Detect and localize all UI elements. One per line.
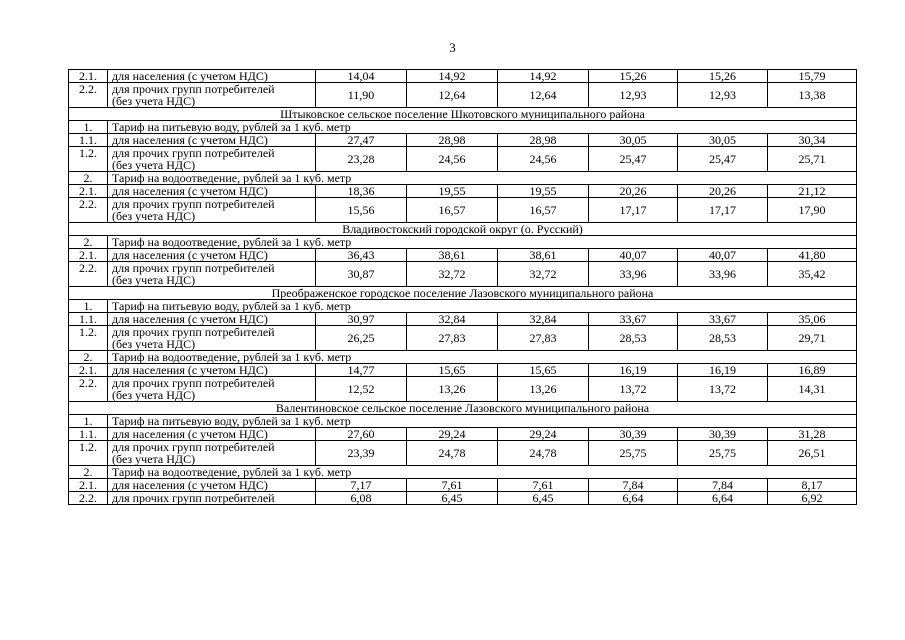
tariff-value: 13,72 [589,377,678,402]
tariff-value: 27,47 [316,134,407,147]
tariff-value: 25,47 [589,147,678,172]
row-label [108,441,316,466]
tariff-value: 14,77 [316,364,407,377]
tariff-value: 32,72 [407,262,498,287]
section-row [69,287,857,300]
tariff-header-row [69,415,857,428]
tariff-title: Тариф на водоотведение, рублей за 1 куб. метр [108,236,857,249]
tariff-value: 27,83 [407,326,498,351]
row-number: 2.1. [69,249,108,262]
tariff-value: 14,92 [407,70,498,83]
tariff-value: 27,60 [316,428,407,441]
tariff-value: 31,28 [768,428,857,441]
tariff-value: 16,19 [678,364,768,377]
tariff-value: 30,34 [768,134,857,147]
tariff-title: Тариф на водоотведение, рублей за 1 куб. метр [108,466,857,479]
row-number: 2.2. [69,377,108,402]
tariff-value: 33,67 [678,313,768,326]
row-label-line-1: для прочих групп потребителей [112,146,275,160]
row-number: 2. [69,466,108,479]
tariff-value: 15,26 [589,70,678,83]
row-label-line-2: (без учета НДС) [112,94,196,108]
tariff-value: 25,75 [589,441,678,466]
table-row [69,262,857,287]
tariff-value: 7,17 [316,479,407,492]
row-label-line-2: (без учета НДС) [112,158,196,172]
tariff-header-row [69,236,857,249]
row-label-line-2: (без учета НДС) [112,388,196,402]
table-row [69,185,857,198]
tariff-value: 20,26 [589,185,678,198]
page-number: 3 [449,40,456,55]
tariff-value: 17,90 [768,198,857,223]
row-label-line-2: (без учета НДС) [112,209,196,223]
row-number: 1.1. [69,428,108,441]
tariff-value: 23,39 [316,441,407,466]
table-row [69,198,857,223]
row-label-line-2: (без учета НДС) [112,337,196,351]
tariff-value: 15,26 [678,70,768,83]
tariff-value: 25,71 [768,147,857,172]
row-label: для населения (с учетом НДС) [108,428,316,441]
tariff-value: 6,64 [678,492,768,505]
row-number: 2.2. [69,492,108,505]
tariff-value: 30,39 [678,428,768,441]
tariff-value: 28,53 [589,326,678,351]
row-number: 1. [69,415,108,428]
section-row [69,108,857,121]
tariff-value: 29,71 [768,326,857,351]
row-label [108,326,316,351]
tariff-value: 7,61 [407,479,498,492]
section-row [69,223,857,236]
tariff-value: 24,56 [498,147,589,172]
tariff-value: 36,43 [316,249,407,262]
table-row [69,249,857,262]
tariff-value: 6,92 [768,492,857,505]
tariff-value: 23,28 [316,147,407,172]
tariff-title: Тариф на питьевую воду, рублей за 1 куб. метр [108,300,857,313]
row-number: 2. [69,236,108,249]
tariff-value: 6,45 [498,492,589,505]
row-label: для населения (с учетом НДС) [108,70,316,83]
tariff-header-row [69,172,857,185]
tariff-value: 35,06 [768,313,857,326]
table-row [69,134,857,147]
tariff-value: 12,64 [407,83,498,108]
tariff-value: 38,61 [498,249,589,262]
table-row [69,83,857,108]
tariff-value: 29,24 [407,428,498,441]
table-row [69,364,857,377]
tariff-table [68,69,857,505]
row-number: 2.1. [69,185,108,198]
tariff-value: 26,51 [768,441,857,466]
tariff-value: 15,65 [407,364,498,377]
tariff-value: 29,24 [498,428,589,441]
tariff-value: 26,25 [316,326,407,351]
row-number: 1.2. [69,147,108,172]
tariff-value: 30,87 [316,262,407,287]
tariff-value: 13,26 [407,377,498,402]
table-row [69,70,857,83]
tariff-value: 13,26 [498,377,589,402]
section-title: Штыковское сельское поселение Шкотовского муниципального района [69,108,857,121]
row-number: 1.2. [69,441,108,466]
table-row [69,147,857,172]
tariff-value: 14,92 [498,70,589,83]
tariff-value: 13,72 [678,377,768,402]
table-row [69,428,857,441]
tariff-value: 33,67 [589,313,678,326]
tariff-header-row [69,466,857,479]
row-label-line-2: (без учета НДС) [112,452,196,466]
row-number: 1.1. [69,313,108,326]
row-number: 2.2. [69,198,108,223]
tariff-value: 15,79 [768,70,857,83]
section-row [69,402,857,415]
table-row [69,479,857,492]
tariff-value: 32,72 [498,262,589,287]
row-number: 2. [69,351,108,364]
tariff-value: 30,39 [589,428,678,441]
row-label [108,83,316,108]
tariff-value: 12,52 [316,377,407,402]
row-number: 2.2. [69,83,108,108]
table-row [69,377,857,402]
tariff-value: 7,84 [589,479,678,492]
row-number: 1. [69,121,108,134]
row-label-line-2: (без учета НДС) [112,273,196,287]
tariff-value: 7,84 [678,479,768,492]
row-number: 1.1. [69,134,108,147]
row-label-line-1: для прочих групп потребителей [112,82,275,96]
tariff-header-row [69,351,857,364]
tariff-value: 15,65 [498,364,589,377]
tariff-value: 40,07 [589,249,678,262]
tariff-value: 15,56 [316,198,407,223]
tariff-value: 12,93 [589,83,678,108]
row-number: 2.1. [69,70,108,83]
row-number: 2. [69,172,108,185]
tariff-title: Тариф на водоотведение, рублей за 1 куб. метр [108,351,857,364]
tariff-header-row [69,121,857,134]
tariff-value: 14,31 [768,377,857,402]
row-label [108,377,316,402]
row-label-line-1: для прочих групп потребителей [112,261,275,275]
tariff-value: 7,61 [498,479,589,492]
section-title: Валентиновское сельское поселение Лазовского муниципального района [69,402,857,415]
table-row [69,441,857,466]
tariff-value: 30,05 [589,134,678,147]
tariff-value: 12,93 [678,83,768,108]
row-label: для населения (с учетом НДС) [108,479,316,492]
row-label: для населения (с учетом НДС) [108,185,316,198]
tariff-value: 21,12 [768,185,857,198]
tariff-value: 24,78 [498,441,589,466]
row-label-line-1: для прочих групп потребителей [112,197,275,211]
tariff-value: 28,53 [678,326,768,351]
tariff-value: 6,08 [316,492,407,505]
table-row [69,313,857,326]
tariff-value: 11,90 [316,83,407,108]
row-label: для населения (с учетом НДС) [108,364,316,377]
tariff-value: 16,19 [589,364,678,377]
tariff-value: 17,17 [678,198,768,223]
tariff-value: 25,47 [678,147,768,172]
tariff-value: 28,98 [407,134,498,147]
section-title: Владивостокский городской округ (о. Русский) [69,223,857,236]
tariff-value: 16,57 [498,198,589,223]
tariff-value: 19,55 [498,185,589,198]
tariff-value: 17,17 [589,198,678,223]
table-row [69,326,857,351]
tariff-value: 19,55 [407,185,498,198]
tariff-table-body [69,70,857,505]
tariff-value: 38,61 [407,249,498,262]
tariff-value: 27,83 [498,326,589,351]
row-label: для населения (с учетом НДС) [108,134,316,147]
row-number: 1.2. [69,326,108,351]
row-number: 2.1. [69,364,108,377]
tariff-value: 33,96 [678,262,768,287]
row-label [108,198,316,223]
tariff-value: 6,64 [589,492,678,505]
tariff-value: 14,04 [316,70,407,83]
tariff-value: 18,36 [316,185,407,198]
tariff-value: 16,57 [407,198,498,223]
row-label: для прочих групп потребителей [108,492,316,505]
row-label-line-1: для прочих групп потребителей [112,440,275,454]
section-title: Преображенское городское поселение Лазовского муниципального района [69,287,857,300]
row-label-line-1: для прочих групп потребителей [112,376,275,390]
tariff-title: Тариф на питьевую воду, рублей за 1 куб. метр [108,121,857,134]
row-number: 2.2. [69,262,108,287]
tariff-value: 25,75 [678,441,768,466]
tariff-title: Тариф на питьевую воду, рублей за 1 куб. метр [108,415,857,428]
tariff-value: 35,42 [768,262,857,287]
tariff-value: 33,96 [589,262,678,287]
tariff-value: 6,45 [407,492,498,505]
tariff-value: 13,38 [768,83,857,108]
tariff-value: 24,56 [407,147,498,172]
table-row [69,492,857,505]
tariff-value: 32,84 [407,313,498,326]
tariff-value: 16,89 [768,364,857,377]
tariff-value: 30,05 [678,134,768,147]
tariff-title: Тариф на водоотведение, рублей за 1 куб. метр [108,172,857,185]
row-number: 1. [69,300,108,313]
tariff-value: 32,84 [498,313,589,326]
tariff-value: 20,26 [678,185,768,198]
row-label [108,262,316,287]
tariff-value: 41,80 [768,249,857,262]
row-label: для населения (с учетом НДС) [108,249,316,262]
row-number: 2.1. [69,479,108,492]
tariff-value: 28,98 [498,134,589,147]
tariff-header-row [69,300,857,313]
tariff-value: 40,07 [678,249,768,262]
row-label [108,147,316,172]
row-label-line-1: для прочих групп потребителей [112,325,275,339]
row-label: для населения (с учетом НДС) [108,313,316,326]
tariff-value: 12,64 [498,83,589,108]
tariff-value: 30,97 [316,313,407,326]
tariff-value: 8,17 [768,479,857,492]
tariff-value: 24,78 [407,441,498,466]
